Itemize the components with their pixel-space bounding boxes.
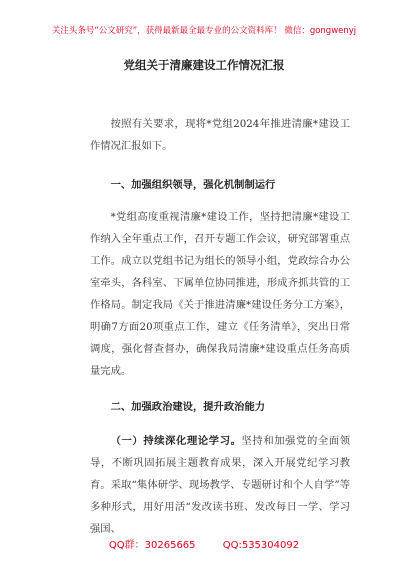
footer-qq-group: QQ群：30265665 [108, 540, 196, 551]
document-title: 党组关于清廉建设工作情况汇报 [123, 58, 285, 72]
page-footer [0, 536, 408, 551]
intro-paragraph: 按照有关要求，现将*党组2024年推进清廉*建设工作情况汇报如下。 [90, 118, 350, 152]
section-1-heading: 一、加强组织领导，强化机制制运行 [110, 179, 276, 191]
promo-banner: 关注头条号“公文研究”，获得最新最全最专业的公文资料库！ 微信：gongwenyj [51, 26, 357, 36]
section-1-paragraph: *党组高度重视清廉*建设工作，坚持把清廉*建设工作纳入全年重点工作，召开专题工作会议，研究部署重点工作。成立以党组书记为组长的领导小组，党政综合办公室牵头，各科室、下属单位协同推进，形成齐抓共管的工作格局。制定我局《关于推进清廉*建设任务分工方案》，明确7方面20项重点工作，建立《任务清单》，突出日常调度，强化督查督办，确保我局清廉*建设重点任务高质量完成。 [90, 211, 350, 377]
footer-qq: QQ:535304092 [222, 540, 300, 551]
subsection-1-body: 坚持和加强党的全面领导，不断巩固拓展主题教育成果，深入开展党纪学习教育。采取“集体研学、现场教学、专题研讨和个人自学”等多种形式，用好用活“发改读书班、发改每日一学、学习强国、 [90, 435, 351, 535]
subsection-1-paragraph [90, 430, 350, 540]
subsection-1-heading: （一）持续深化理论学习。 [110, 435, 242, 447]
section-2-heading: 二、加强政治建设，提升政治能力 [110, 401, 266, 413]
